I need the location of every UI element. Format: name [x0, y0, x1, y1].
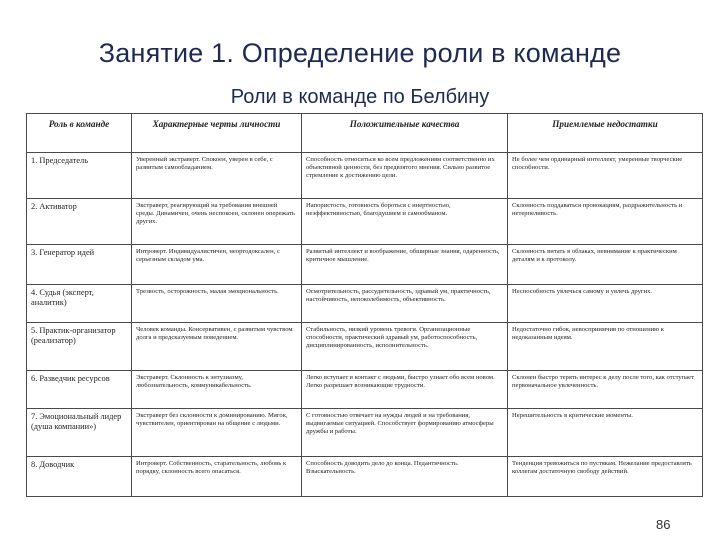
role-positive: Способность доводить дело до конца. Педантичность. Взыскательность.	[302, 457, 508, 497]
table-header-row	[27, 114, 703, 153]
role-traits: Экстраверт, реагирующий на требования внешней среды. Динамичен, очень неспокоен, склонен опережать других.	[132, 199, 302, 245]
role-positive: Развитый интеллект и воображение, обширные знания, одаренность, критичное мышление.	[302, 245, 508, 285]
slide-title: Занятие 1. Определение роли в команде	[98, 38, 622, 68]
role-flaws: Не более чем ординарный интеллект, умеренные творческие способности.	[508, 153, 703, 199]
header-flaws: Приемлемые недостатки	[508, 114, 703, 153]
table-row	[27, 457, 703, 497]
role-traits: Экстраверт. Склонность к энтузиазму, любознательность, коммуникабельность.	[132, 371, 302, 409]
role-positive: Легко вступает в контакт с людьми, быстро узнает обо всем новом. Легко разрешает возникающие трудности.	[302, 371, 508, 409]
table-row	[27, 323, 703, 371]
role-flaws: Склонен быстро терять интерес к делу после того, как отступает первоначальное увлеченность.	[508, 371, 703, 409]
role-name: 4. Судья (эксперт, аналитик)	[27, 285, 132, 323]
table-row	[27, 153, 703, 199]
role-traits: Человек команды. Консервативен, с развитым чувством долга и предсказуемым поведением.	[132, 323, 302, 371]
role-positive: Напористость, готовность бороться с инертностью, неэффективностью, благодушием и самообманом.	[302, 199, 508, 245]
table-row	[27, 371, 703, 409]
role-name: 3. Генератор идей	[27, 245, 132, 285]
table-row	[27, 245, 703, 285]
table-row	[27, 285, 703, 323]
role-flaws: Неспособность увлечься самому и увлечь других.	[508, 285, 703, 323]
role-traits: Уверенный экстраверт. Спокоен, уверен в себе, с развитым самообладанием.	[132, 153, 302, 199]
role-flaws: Нерешительность в критические моменты.	[508, 409, 703, 457]
header-role: Роль в команде	[27, 114, 132, 153]
role-flaws: Недостаточно гибок, невосприимчив по отношению к недоказанным идеям.	[508, 323, 703, 371]
role-traits: Экстраверт без склонности к доминированию. Мягок, чувствителен, ориентирован на общение с людьми.	[132, 409, 302, 457]
role-positive: Осмотрительность, рассудительность, здравый ум, практичность, настойчивость, непоколебимость, объективность.	[302, 285, 508, 323]
role-name: 6. Разведчик ресурсов	[27, 371, 132, 409]
role-flaws: Склонность витать в облаках, невнимание к практическим деталям и к протоколу.	[508, 245, 703, 285]
role-name: 5. Практик-организатор (реализатор)	[27, 323, 132, 371]
role-name: 8. Доводчик	[27, 457, 132, 497]
role-traits: Интроверт. Собственность, старательность, любовь к порядку, склонность всего опасаться.	[132, 457, 302, 497]
table-row	[27, 409, 703, 457]
page-number: 86	[656, 517, 671, 532]
belbin-roles-table	[26, 113, 703, 497]
role-positive: С готовностью отвечает на нужды людей и на требования, выдвигаемые ситуацией. Способствует формированию атмосферы дружбы и работы.	[302, 409, 508, 457]
role-traits: Интроверт. Индивидуалистичен, неортодоксален, с серьезным складом ума.	[132, 245, 302, 285]
role-name: 7. Эмоциональный лидер (душа компании»)	[27, 409, 132, 457]
slide-subtitle: Роли в команде по Белбину	[230, 86, 490, 108]
role-positive: Стабильность, низкий уровень тревоги. Организационные способности, практический здравый ум, работоспособность, дисциплинированность, исполнительность.	[302, 323, 508, 371]
header-traits: Характерные черты личности	[132, 114, 302, 153]
role-name: 2. Активатор	[27, 199, 132, 245]
table-row	[27, 199, 703, 245]
role-name: 1. Председатель	[27, 153, 132, 199]
role-traits: Трезвость, осторожность, малая эмоциональность.	[132, 285, 302, 323]
header-positive: Положительные качества	[302, 114, 508, 153]
role-positive: Способность относиться ко всем предложениям соответственно их объективной ценности, без предвзятого мнения. Сильно развитое стремление к достижению цели.	[302, 153, 508, 199]
role-flaws: Склонность поддаваться провокациям, раздражительность и нетерпеливость.	[508, 199, 703, 245]
role-flaws: Тенденция тревожиться по пустякам. Нежелание предоставлять коллегам достаточную свободу действий.	[508, 457, 703, 497]
